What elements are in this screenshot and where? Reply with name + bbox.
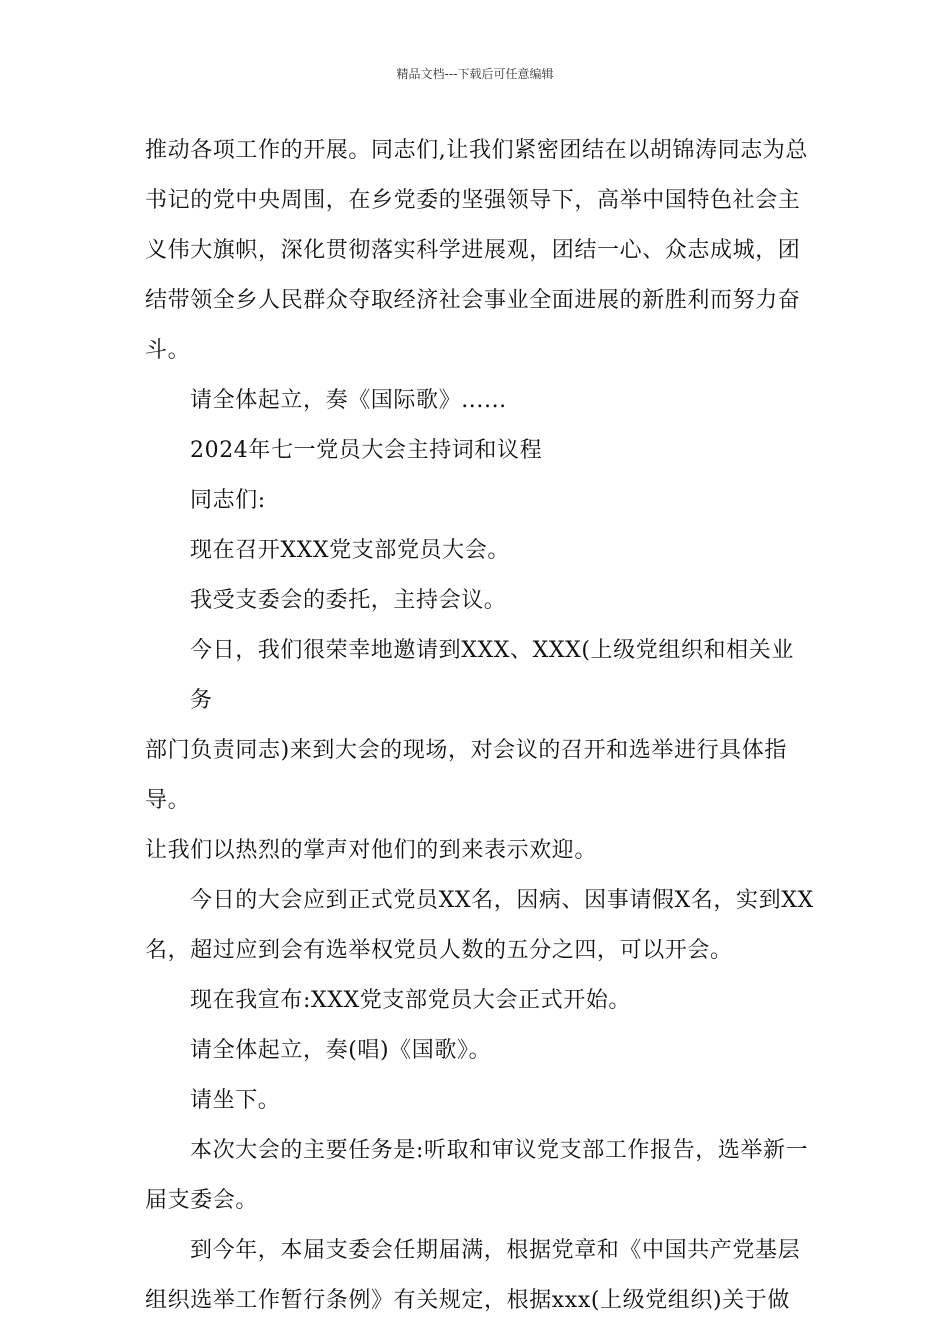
text-line: 组织选举工作暂行条例》有关规定，根据xxx(上级党组织)关于做 [145, 1288, 790, 1313]
paragraph-continuation [145, 126, 815, 376]
text-line: 到今年，本届支委会任期届满，根据党章和《中国共产党基层 [190, 1238, 801, 1263]
text-line: 今日的大会应到正式党员XX名，因病、因事请假X名，实到XX [190, 888, 814, 913]
text-line: 请坐下。 [190, 1088, 281, 1113]
text-line: 本次大会的主要任务是:听取和审议党支部工作报告，选举新一 [190, 1138, 809, 1163]
text-line: 现在召开XXX党支部党员大会。 [190, 538, 510, 563]
text-line: 让我们以热烈的掌声对他们的到来表示欢迎。 [145, 838, 598, 863]
text-line: 现在我宣布:XXX党支部党员大会正式开始。 [190, 988, 631, 1013]
text-line: 名，超过应到会有选举权党员人数的五分之四，可以开会。 [145, 938, 733, 963]
text-line: 推动各项工作的开展。同志们,让我们紧密团结在以胡锦涛同志为总 [145, 138, 808, 163]
paragraph-host [145, 576, 815, 626]
page-header: 精品文档---下载后可任意编辑 [396, 67, 554, 81]
text-line: 部门负责同志)来到大会的现场，对会议的召开和选举进行具体指导。 [145, 738, 787, 813]
text-line: 请全体起立，奏《国际歌》...... [190, 388, 507, 413]
paragraph-main-tasks [145, 1126, 815, 1226]
text-line: 义伟大旗帜，深化贯彻落实科学进展观，团结一心、众志成城，团 [145, 238, 801, 263]
paragraph-term-expiry [145, 1226, 815, 1326]
paragraph-national-anthem [145, 1026, 815, 1076]
paragraph-opening [145, 526, 815, 576]
text-line: 同志们: [190, 488, 266, 513]
text-line: 今日，我们很荣幸地邀请到XXX、XXX(上级党组织和相关业务 [190, 638, 794, 713]
section-title [145, 426, 815, 476]
paragraph-attendance [145, 876, 815, 976]
paragraph-greeting [145, 476, 815, 526]
paragraph-anthem-instruction [145, 376, 815, 426]
paragraph-announcement [145, 976, 815, 1026]
text-line: 斗。 [145, 338, 191, 363]
paragraph-sit-down [145, 1076, 815, 1126]
document-body [145, 126, 815, 1326]
text-line: 请全体起立，奏(唱)《国歌》。 [190, 1038, 492, 1063]
text-line: 结带领全乡人民群众夺取经济社会事业全面进展的新胜利而努力奋 [145, 288, 801, 313]
text-line: 我受支委会的委托，主持会议。 [190, 588, 507, 613]
text-line: 届支委会。 [145, 1188, 259, 1213]
paragraph-guests [145, 626, 815, 876]
text-line: 2024年七一党员大会主持词和议程 [190, 438, 543, 463]
text-line: 书记的党中央周围，在乡党委的坚强领导下，高举中国特色社会主 [145, 188, 801, 213]
